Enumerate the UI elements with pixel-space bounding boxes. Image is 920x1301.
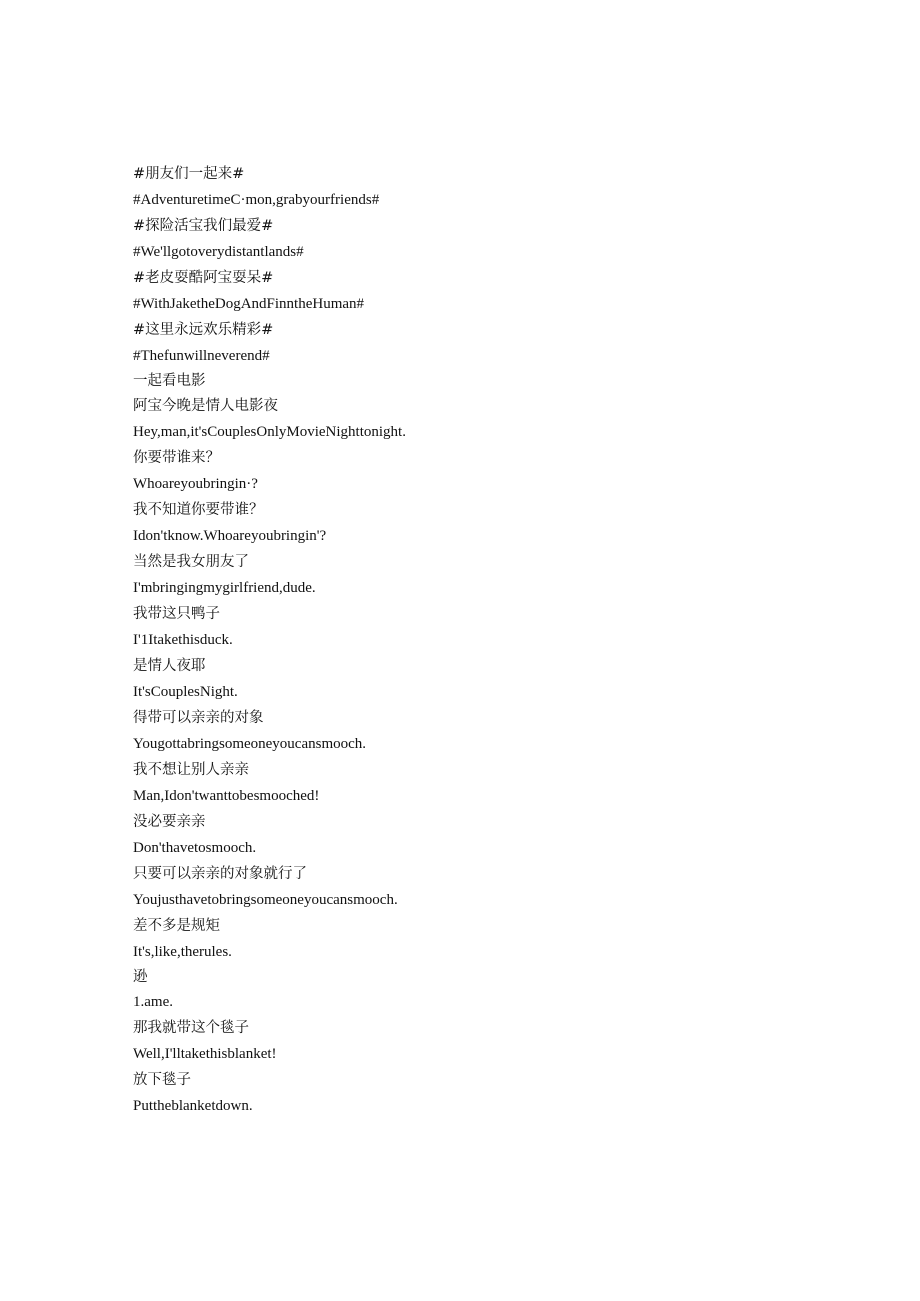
english-subtitle-line: Yougottabringsomeoneyoucansmooch.: [133, 736, 367, 752]
chinese-subtitle-line: #这里永远欢乐精彩#: [133, 322, 274, 338]
chinese-subtitle-line: #探险活宝我们最爱#: [133, 218, 274, 234]
chinese-subtitle-line: 当然是我女朋友了: [133, 554, 249, 570]
chinese-subtitle-line: #朋友们一起来#: [133, 166, 245, 182]
english-subtitle-line: Whoareyoubringin·?: [133, 476, 258, 492]
english-subtitle-line: I'1Itakethisduck.: [133, 632, 233, 648]
chinese-subtitle-line: 得带可以亲亲的对象: [133, 710, 264, 726]
chinese-subtitle-line: 那我就带这个毯子: [133, 1020, 249, 1036]
english-subtitle-line: #AdventuretimeC·mon,grabyourfriends#: [133, 192, 380, 208]
chinese-subtitle-line: 我带这只鸭子: [133, 606, 220, 622]
chinese-subtitle-line: 是情人夜耶: [133, 658, 206, 674]
english-subtitle-line: Hey,man,it'sCouplesOnlyMovieNighttonight.: [133, 424, 406, 440]
english-subtitle-line: Youjusthavetobringsomeoneyoucansmooch.: [133, 892, 398, 908]
chinese-subtitle-line: 只要可以亲亲的对象就行了: [133, 866, 307, 882]
english-subtitle-line: Puttheblanketdown.: [133, 1098, 253, 1114]
subtitle-transcript: [133, 161, 873, 1119]
english-subtitle-line: Man,Idon'twanttobesmooched!: [133, 788, 320, 804]
english-subtitle-line: #Thefunwillneverend#: [133, 348, 270, 364]
english-subtitle-line: 1.ame.: [133, 994, 173, 1010]
chinese-subtitle-line: 我不想让别人亲亲: [133, 762, 249, 778]
english-subtitle-line: Don'thavetosmooch.: [133, 840, 257, 856]
chinese-subtitle-line: 你要带谁来？: [133, 450, 220, 466]
chinese-subtitle-line: 没必要亲亲: [133, 814, 206, 830]
english-subtitle-line: Well,I'lltakethisblanket!: [133, 1046, 277, 1062]
english-subtitle-line: I'mbringingmygirlfriend,dude.: [133, 580, 316, 596]
english-subtitle-line: #We'llgotoverydistantlands#: [133, 244, 304, 260]
english-subtitle-line: Idon'tknow.Whoareyoubringin'?: [133, 528, 327, 544]
english-subtitle-line: #WithJaketheDogAndFinntheHuman#: [133, 296, 365, 312]
english-subtitle-line: It'sCouplesNight.: [133, 684, 238, 700]
chinese-subtitle-line: #老皮耍酷阿宝耍呆#: [133, 270, 274, 286]
chinese-subtitle-line: 阿宝今晚是情人电影夜: [133, 398, 278, 414]
chinese-subtitle-line: 我不知道你要带谁？: [133, 502, 264, 518]
chinese-subtitle-line: 一起看电影: [133, 373, 206, 389]
chinese-subtitle-line: 放下毯子: [133, 1072, 191, 1088]
english-subtitle-line: It's,like,therules.: [133, 944, 232, 960]
chinese-subtitle-line: 差不多是规矩: [133, 918, 220, 934]
chinese-subtitle-line: 逊: [133, 969, 148, 985]
